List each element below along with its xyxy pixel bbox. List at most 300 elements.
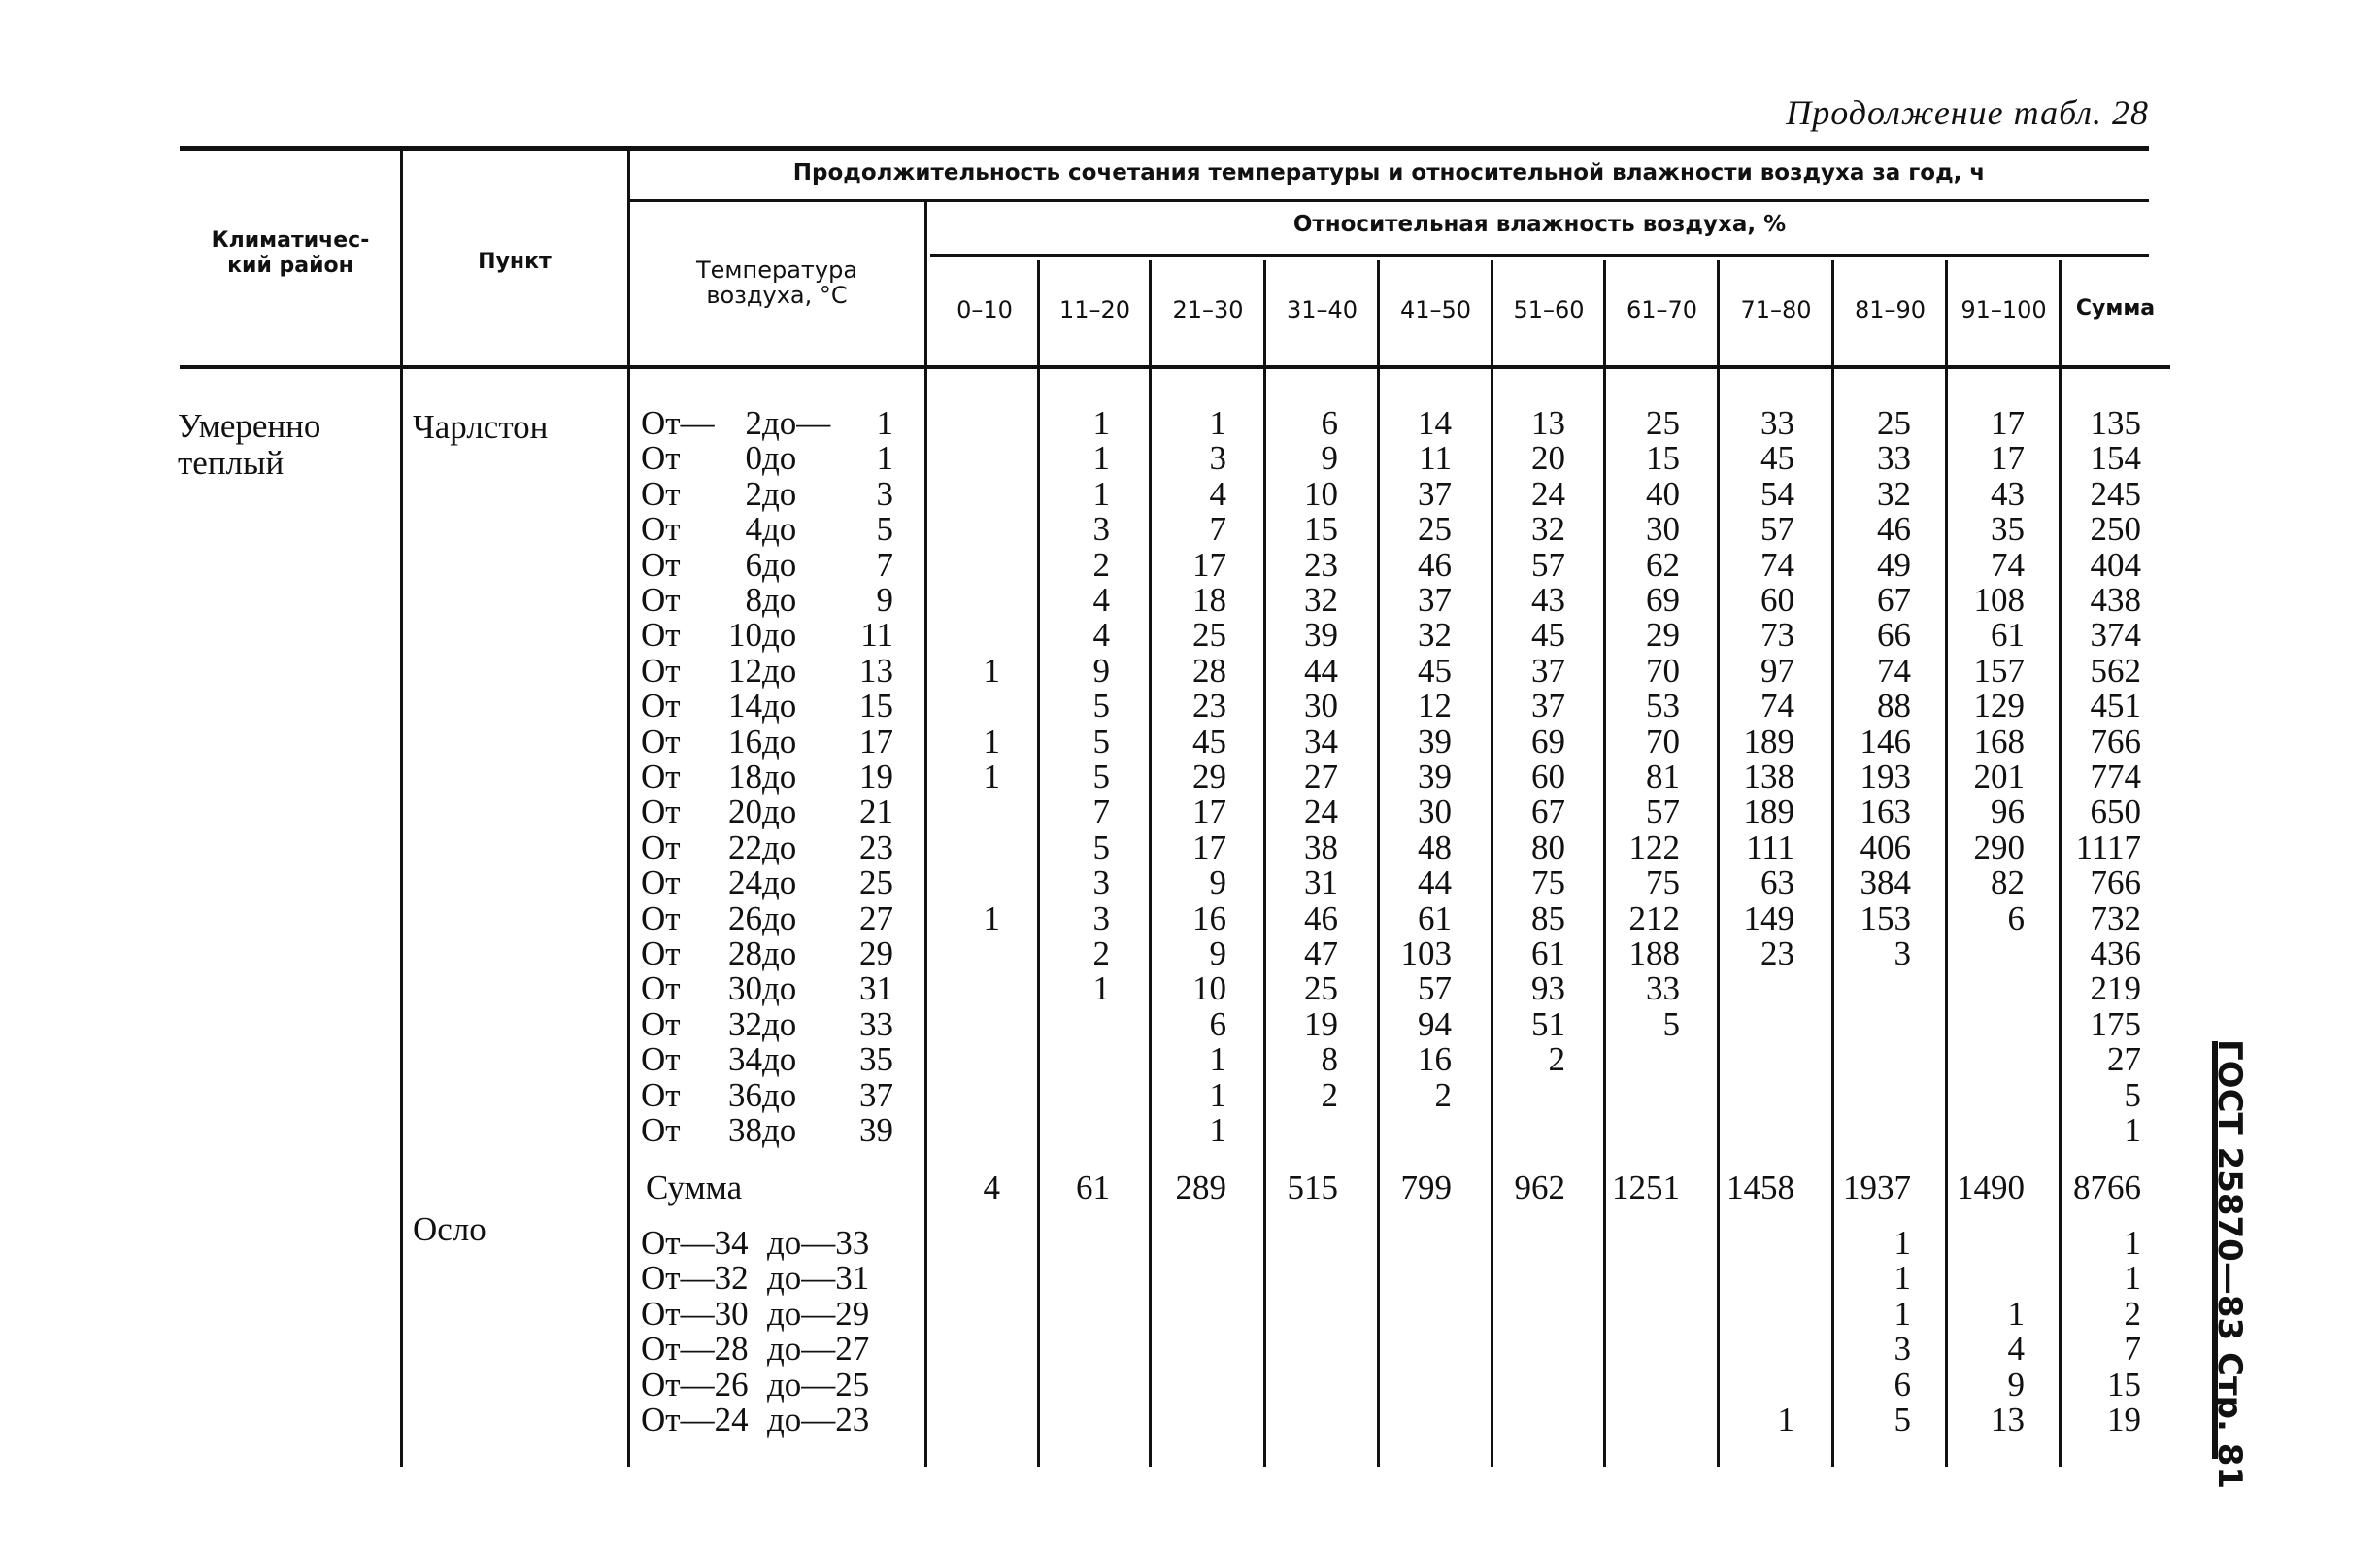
range-from-word: От bbox=[641, 793, 681, 830]
table-cell: 45 bbox=[1531, 616, 1565, 654]
table-cell: 163 bbox=[1860, 793, 1911, 830]
range-to-word: до bbox=[762, 969, 797, 1007]
range-to-value: 33 bbox=[859, 1005, 893, 1043]
table-cell: 245 bbox=[2090, 475, 2141, 513]
range-from-word: От bbox=[641, 1040, 681, 1078]
range-from-value: 16 bbox=[728, 723, 762, 761]
table-cell: 7 bbox=[1092, 793, 1110, 830]
header-rule-humidity bbox=[930, 254, 2149, 257]
table-cell: 48 bbox=[1418, 829, 1452, 866]
table-cell: 17 bbox=[1991, 439, 2025, 477]
table-cell: 37 bbox=[1531, 652, 1565, 690]
table-cell: 32 bbox=[1304, 581, 1338, 619]
column-header: Сумма bbox=[2075, 296, 2156, 321]
temperature-range-from: От—26 bbox=[641, 1366, 749, 1404]
table-cell: 9 bbox=[1209, 934, 1226, 972]
range-to-value: 27 bbox=[859, 899, 893, 937]
range-from-value: 38 bbox=[728, 1111, 762, 1149]
table-cell: 5 bbox=[2124, 1076, 2141, 1114]
table-cell: 9 bbox=[1209, 863, 1226, 901]
table-cell: 212 bbox=[1628, 899, 1680, 937]
table-cell: 4 bbox=[1209, 475, 1226, 513]
region-label: Умеренно теплый bbox=[178, 407, 321, 482]
range-to-word: до bbox=[762, 829, 797, 866]
range-to-value: 1 bbox=[876, 439, 893, 477]
table-cell: 69 bbox=[1646, 581, 1680, 619]
range-from-value: 0 bbox=[745, 439, 762, 477]
table-cell: 108 bbox=[1973, 581, 2025, 619]
table-cell: 1 bbox=[2007, 1295, 2025, 1333]
table-cell: 24 bbox=[1531, 475, 1565, 513]
table-cell: 13 bbox=[1531, 404, 1565, 442]
range-to-value: 5 bbox=[876, 510, 893, 548]
table-cell: 774 bbox=[2090, 758, 2141, 795]
temperature-range-to: до—27 bbox=[767, 1330, 870, 1368]
table-cell: 189 bbox=[1743, 793, 1794, 830]
range-to-word: до bbox=[762, 723, 797, 761]
table-cell: 9 bbox=[2007, 1366, 2025, 1404]
table-cell: 35 bbox=[1991, 510, 2025, 548]
table-cell: 54 bbox=[1760, 475, 1794, 513]
table-cell: 6 bbox=[1209, 1005, 1226, 1043]
total-label: Сумма bbox=[646, 1168, 743, 1206]
table-cell: 33 bbox=[1760, 404, 1794, 442]
table-cell: 75 bbox=[1531, 863, 1565, 901]
table-cell: 24 bbox=[1304, 793, 1338, 830]
table-cell: 5 bbox=[1894, 1401, 1911, 1439]
range-to-word: до— bbox=[762, 404, 831, 442]
table-caption: Продолжение табл. 28 bbox=[1786, 93, 2149, 132]
station-name-charleston: Чарлстон bbox=[413, 408, 549, 446]
table-cell: 15 bbox=[2107, 1366, 2141, 1404]
header-duration: Продолжительность сочетания температуры и относительной влажности воздуха за год, ч bbox=[792, 160, 1986, 186]
table-cell: 1 bbox=[2124, 1111, 2141, 1149]
table-cell: 11 bbox=[1419, 439, 1452, 477]
table-cell: 14 bbox=[1418, 404, 1452, 442]
table-cell: 10 bbox=[1304, 475, 1338, 513]
table-cell: 5 bbox=[1092, 758, 1110, 795]
range-from-word: От bbox=[641, 863, 681, 901]
table-cell: 732 bbox=[2090, 899, 2141, 937]
column-header: 11–20 bbox=[1058, 296, 1131, 323]
table-cell: 10 bbox=[1192, 969, 1226, 1007]
table-cell: 1 bbox=[1894, 1259, 1911, 1297]
column-header: 61–70 bbox=[1626, 296, 1698, 323]
range-to-word: до bbox=[762, 1076, 797, 1114]
table-cell: 39 bbox=[1418, 758, 1452, 795]
table-cell: 46 bbox=[1304, 899, 1338, 937]
table-cell: 13 bbox=[1991, 1401, 2025, 1439]
table-cell: 75 bbox=[1646, 863, 1680, 901]
table-cell: 135 bbox=[2090, 404, 2141, 442]
table-cell: 129 bbox=[1973, 687, 2025, 725]
range-from-word: От bbox=[641, 758, 681, 795]
table-cell: 81 bbox=[1646, 758, 1680, 795]
column-header: 91–100 bbox=[1961, 296, 2047, 323]
table-cell: 43 bbox=[1531, 581, 1565, 619]
range-from-value: 24 bbox=[728, 863, 762, 901]
top-rule bbox=[180, 146, 2149, 151]
table-cell: 37 bbox=[1418, 475, 1452, 513]
table-cell: 9 bbox=[1321, 439, 1338, 477]
table-cell: 1 bbox=[1777, 1401, 1794, 1439]
total-cell: 1458 bbox=[1726, 1168, 1794, 1206]
range-from-value: 2 bbox=[745, 404, 762, 442]
column-header: 41–50 bbox=[1399, 296, 1472, 323]
table-cell: 70 bbox=[1646, 652, 1680, 690]
range-to-value: 11 bbox=[860, 616, 893, 654]
range-to-word: до bbox=[762, 687, 797, 725]
table-cell: 74 bbox=[1760, 546, 1794, 584]
table-cell: 138 bbox=[1743, 758, 1794, 795]
range-to-word: до bbox=[762, 1111, 797, 1149]
table-cell: 250 bbox=[2090, 510, 2141, 548]
range-to-word: до bbox=[762, 899, 797, 937]
range-from-value: 10 bbox=[728, 616, 762, 654]
table-cell: 43 bbox=[1991, 475, 2025, 513]
range-from-word: От bbox=[641, 1111, 681, 1149]
range-from-value: 12 bbox=[728, 652, 762, 690]
total-cell: 1937 bbox=[1843, 1168, 1911, 1206]
range-from-value: 8 bbox=[745, 581, 762, 619]
table-cell: 193 bbox=[1860, 758, 1911, 795]
table-cell: 1 bbox=[983, 652, 1000, 690]
table-cell: 23 bbox=[1192, 687, 1226, 725]
table-cell: 5 bbox=[1092, 829, 1110, 866]
range-to-word: до bbox=[762, 793, 797, 830]
column-header: 21–30 bbox=[1172, 296, 1244, 323]
total-cell: 1251 bbox=[1612, 1168, 1680, 1206]
table-cell: 5 bbox=[1662, 1005, 1680, 1043]
table-cell: 406 bbox=[1860, 829, 1911, 866]
table-cell: 1 bbox=[1209, 404, 1226, 442]
range-from-word: От bbox=[641, 581, 681, 619]
table-cell: 37 bbox=[1418, 581, 1452, 619]
range-to-word: до bbox=[762, 439, 797, 477]
table-cell: 38 bbox=[1304, 829, 1338, 866]
table-cell: 57 bbox=[1760, 510, 1794, 548]
temperature-range-to: до—33 bbox=[767, 1224, 870, 1262]
total-cell: 8766 bbox=[2073, 1168, 2141, 1206]
table-cell: 8 bbox=[1321, 1040, 1338, 1078]
side-running-head bbox=[2210, 1039, 2253, 1490]
table-cell: 93 bbox=[1531, 969, 1565, 1007]
table-cell: 374 bbox=[2090, 616, 2141, 654]
table-cell: 3 bbox=[1894, 1330, 1911, 1368]
table-cell: 1 bbox=[983, 758, 1000, 795]
table-cell: 25 bbox=[1877, 404, 1911, 442]
table-cell: 67 bbox=[1877, 581, 1911, 619]
range-from-value: 18 bbox=[728, 758, 762, 795]
table-cell: 2 bbox=[1548, 1040, 1565, 1078]
range-to-value: 21 bbox=[859, 793, 893, 830]
table-cell: 31 bbox=[1304, 863, 1338, 901]
range-to-word: до bbox=[762, 1040, 797, 1078]
range-from-value: 36 bbox=[728, 1076, 762, 1114]
table-cell: 451 bbox=[2090, 687, 2141, 725]
table-cell: 3 bbox=[1092, 899, 1110, 937]
table-cell: 62 bbox=[1646, 546, 1680, 584]
table-cell: 122 bbox=[1628, 829, 1680, 866]
table-cell: 61 bbox=[1991, 616, 2025, 654]
table-cell: 88 bbox=[1877, 687, 1911, 725]
table-cell: 15 bbox=[1304, 510, 1338, 548]
table-cell: 25 bbox=[1192, 616, 1226, 654]
total-cell: 4 bbox=[983, 1168, 1000, 1206]
table-cell: 650 bbox=[2090, 793, 2141, 830]
table-cell: 1 bbox=[1894, 1295, 1911, 1333]
table-cell: 17 bbox=[1991, 404, 2025, 442]
range-from-value: 30 bbox=[728, 969, 762, 1007]
temperature-range-from: От—24 bbox=[641, 1401, 749, 1439]
table-cell: 6 bbox=[1894, 1366, 1911, 1404]
table-cell: 146 bbox=[1860, 723, 1911, 761]
table-cell: 46 bbox=[1877, 510, 1911, 548]
table-cell: 37 bbox=[1531, 687, 1565, 725]
range-to-word: до bbox=[762, 1005, 797, 1043]
range-from-word: От bbox=[641, 510, 681, 548]
table-cell: 2 bbox=[1092, 546, 1110, 584]
range-to-value: 23 bbox=[859, 829, 893, 866]
table-cell: 17 bbox=[1192, 793, 1226, 830]
table-cell: 61 bbox=[1531, 934, 1565, 972]
table-cell: 175 bbox=[2090, 1005, 2141, 1043]
table-cell: 2 bbox=[1321, 1076, 1338, 1114]
table-cell: 66 bbox=[1877, 616, 1911, 654]
table-cell: 1 bbox=[1092, 404, 1110, 442]
table-cell: 40 bbox=[1646, 475, 1680, 513]
table-cell: 46 bbox=[1418, 546, 1452, 584]
range-from-value: 2 bbox=[745, 475, 762, 513]
column-header: 31–40 bbox=[1286, 296, 1358, 323]
range-to-value: 3 bbox=[876, 475, 893, 513]
table-cell: 1 bbox=[1209, 1111, 1226, 1149]
table-cell: 60 bbox=[1531, 758, 1565, 795]
table-cell: 47 bbox=[1304, 934, 1338, 972]
range-to-value: 1 bbox=[876, 404, 893, 442]
range-from-word: От bbox=[641, 652, 681, 690]
header-bottom-rule bbox=[180, 365, 2170, 369]
table-cell: 103 bbox=[1400, 934, 1452, 972]
table-cell: 29 bbox=[1192, 758, 1226, 795]
table-cell: 1 bbox=[1894, 1224, 1911, 1262]
table-cell: 25 bbox=[1646, 404, 1680, 442]
table-cell: 70 bbox=[1646, 723, 1680, 761]
table-cell: 3 bbox=[1894, 934, 1911, 972]
table-cell: 2 bbox=[2124, 1295, 2141, 1333]
table-cell: 74 bbox=[1760, 687, 1794, 725]
table-cell: 25 bbox=[1418, 510, 1452, 548]
table-cell: 4 bbox=[2007, 1330, 2025, 1368]
table-cell: 290 bbox=[1973, 829, 2025, 866]
table-cell: 157 bbox=[1973, 652, 2025, 690]
table-cell: 766 bbox=[2090, 723, 2141, 761]
table-cell: 53 bbox=[1646, 687, 1680, 725]
table-cell: 16 bbox=[1192, 899, 1226, 937]
temperature-range-from: От—32 bbox=[641, 1259, 749, 1297]
table-cell: 153 bbox=[1860, 899, 1911, 937]
table-cell: 766 bbox=[2090, 863, 2141, 901]
temperature-range-to: до—31 bbox=[767, 1259, 870, 1297]
range-to-value: 7 bbox=[876, 546, 893, 584]
table-cell: 7 bbox=[1209, 510, 1226, 548]
total-cell: 799 bbox=[1400, 1168, 1452, 1206]
range-from-value: 26 bbox=[728, 899, 762, 937]
table-cell: 111 bbox=[1746, 829, 1794, 866]
total-cell: 1490 bbox=[1957, 1168, 2025, 1206]
range-to-word: до bbox=[762, 510, 797, 548]
table-cell: 25 bbox=[1304, 969, 1338, 1007]
table-cell: 3 bbox=[1209, 439, 1226, 477]
range-to-word: до bbox=[762, 934, 797, 972]
table-cell: 562 bbox=[2090, 652, 2141, 690]
column-header: 0–10 bbox=[956, 296, 1013, 323]
range-from-word: От bbox=[641, 723, 681, 761]
table-cell: 6 bbox=[1321, 404, 1338, 442]
table-cell: 32 bbox=[1877, 475, 1911, 513]
range-from-word: От bbox=[641, 829, 681, 866]
range-from-value: 34 bbox=[728, 1040, 762, 1078]
table-cell: 34 bbox=[1304, 723, 1338, 761]
range-to-word: до bbox=[762, 652, 797, 690]
table-cell: 30 bbox=[1646, 510, 1680, 548]
range-from-word: От bbox=[641, 934, 681, 972]
table-cell: 12 bbox=[1418, 687, 1452, 725]
range-from-word: От bbox=[641, 1005, 681, 1043]
table-cell: 45 bbox=[1192, 723, 1226, 761]
table-cell: 1 bbox=[1092, 475, 1110, 513]
table-cell: 219 bbox=[2090, 969, 2141, 1007]
range-to-value: 15 bbox=[859, 687, 893, 725]
table-cell: 39 bbox=[1304, 616, 1338, 654]
table-cell: 96 bbox=[1991, 793, 2025, 830]
table-cell: 67 bbox=[1531, 793, 1565, 830]
table-cell: 436 bbox=[2090, 934, 2141, 972]
table-cell: 5 bbox=[1092, 723, 1110, 761]
col-divider-region bbox=[400, 151, 403, 1467]
table-cell: 1 bbox=[1092, 969, 1110, 1007]
table-cell: 1 bbox=[1209, 1076, 1226, 1114]
table-cell: 1 bbox=[983, 723, 1000, 761]
table-cell: 74 bbox=[1877, 652, 1911, 690]
table-cell: 39 bbox=[1418, 723, 1452, 761]
range-to-word: до bbox=[762, 475, 797, 513]
table-cell: 2 bbox=[1092, 934, 1110, 972]
range-to-word: до bbox=[762, 758, 797, 795]
table-cell: 57 bbox=[1531, 546, 1565, 584]
column-header: 81–90 bbox=[1854, 296, 1927, 323]
table-cell: 73 bbox=[1760, 616, 1794, 654]
header-humidity: Относительная влажность воздуха, % bbox=[1292, 212, 1787, 237]
total-cell: 962 bbox=[1514, 1168, 1565, 1206]
table-cell: 1117 bbox=[2075, 829, 2141, 866]
range-from-word: От bbox=[641, 546, 681, 584]
table-cell: 69 bbox=[1531, 723, 1565, 761]
range-from-word: От bbox=[641, 1076, 681, 1114]
table-cell: 7 bbox=[2124, 1330, 2141, 1368]
table-cell: 57 bbox=[1646, 793, 1680, 830]
range-to-value: 25 bbox=[859, 863, 893, 901]
range-from-value: 22 bbox=[728, 829, 762, 866]
range-to-word: до bbox=[762, 863, 797, 901]
table-cell: 154 bbox=[2090, 439, 2141, 477]
range-to-value: 17 bbox=[859, 723, 893, 761]
table-cell: 94 bbox=[1418, 1005, 1452, 1043]
table-cell: 188 bbox=[1628, 934, 1680, 972]
table-cell: 2 bbox=[1434, 1076, 1452, 1114]
table-cell: 404 bbox=[2090, 546, 2141, 584]
table-cell: 3 bbox=[1092, 863, 1110, 901]
table-cell: 30 bbox=[1304, 687, 1338, 725]
table-cell: 28 bbox=[1192, 652, 1226, 690]
table-cell: 1 bbox=[983, 899, 1000, 937]
table-cell: 19 bbox=[2107, 1401, 2141, 1439]
temperature-range-from: От—30 bbox=[641, 1295, 749, 1333]
table-cell: 384 bbox=[1860, 863, 1911, 901]
table-cell: 438 bbox=[2090, 581, 2141, 619]
range-to-word: до bbox=[762, 581, 797, 619]
range-from-word: От bbox=[641, 616, 681, 654]
table-cell: 6 bbox=[2007, 899, 2025, 937]
range-to-value: 31 bbox=[859, 969, 893, 1007]
total-cell: 289 bbox=[1175, 1168, 1226, 1206]
total-cell: 61 bbox=[1076, 1168, 1110, 1206]
table-cell: 85 bbox=[1531, 899, 1565, 937]
table-cell: 33 bbox=[1877, 439, 1911, 477]
column-header: 51–60 bbox=[1513, 296, 1585, 323]
table-cell: 97 bbox=[1760, 652, 1794, 690]
total-cell: 515 bbox=[1287, 1168, 1338, 1206]
temperature-range-to: до—25 bbox=[767, 1366, 870, 1404]
temperature-range-to: до—29 bbox=[767, 1295, 870, 1333]
table-cell: 29 bbox=[1646, 616, 1680, 654]
table-cell: 57 bbox=[1418, 969, 1452, 1007]
table-cell: 74 bbox=[1991, 546, 2025, 584]
table-cell: 18 bbox=[1192, 581, 1226, 619]
range-from-value: 28 bbox=[728, 934, 762, 972]
station-name-oslo: Осло bbox=[413, 1210, 486, 1248]
table-cell: 23 bbox=[1760, 934, 1794, 972]
range-from-value: 20 bbox=[728, 793, 762, 830]
table-cell: 45 bbox=[1418, 652, 1452, 690]
temperature-range-to: до—23 bbox=[767, 1401, 870, 1439]
table-cell: 44 bbox=[1304, 652, 1338, 690]
temperature-range-from: От—34 bbox=[641, 1224, 749, 1262]
table-cell: 15 bbox=[1646, 439, 1680, 477]
range-from-value: 4 bbox=[745, 510, 762, 548]
range-from-value: 32 bbox=[728, 1005, 762, 1043]
table-cell: 1 bbox=[2124, 1259, 2141, 1297]
header-temperature: Температура воздуха, °С bbox=[695, 256, 858, 309]
table-cell: 168 bbox=[1973, 723, 2025, 761]
range-to-value: 37 bbox=[859, 1076, 893, 1114]
range-to-value: 29 bbox=[859, 934, 893, 972]
table-cell: 33 bbox=[1646, 969, 1680, 1007]
range-from-word: От bbox=[641, 969, 681, 1007]
table-cell: 9 bbox=[1092, 652, 1110, 690]
range-to-word: до bbox=[762, 616, 797, 654]
table-cell: 5 bbox=[1092, 687, 1110, 725]
temperature-range-from: От—28 bbox=[641, 1330, 749, 1368]
range-to-value: 9 bbox=[876, 581, 893, 619]
table-cell: 17 bbox=[1192, 829, 1226, 866]
range-to-value: 39 bbox=[859, 1111, 893, 1149]
table-cell: 51 bbox=[1531, 1005, 1565, 1043]
range-from-word: От bbox=[641, 439, 681, 477]
range-from-value: 6 bbox=[745, 546, 762, 584]
range-from-word: От— bbox=[641, 404, 715, 442]
table-cell: 16 bbox=[1418, 1040, 1452, 1078]
